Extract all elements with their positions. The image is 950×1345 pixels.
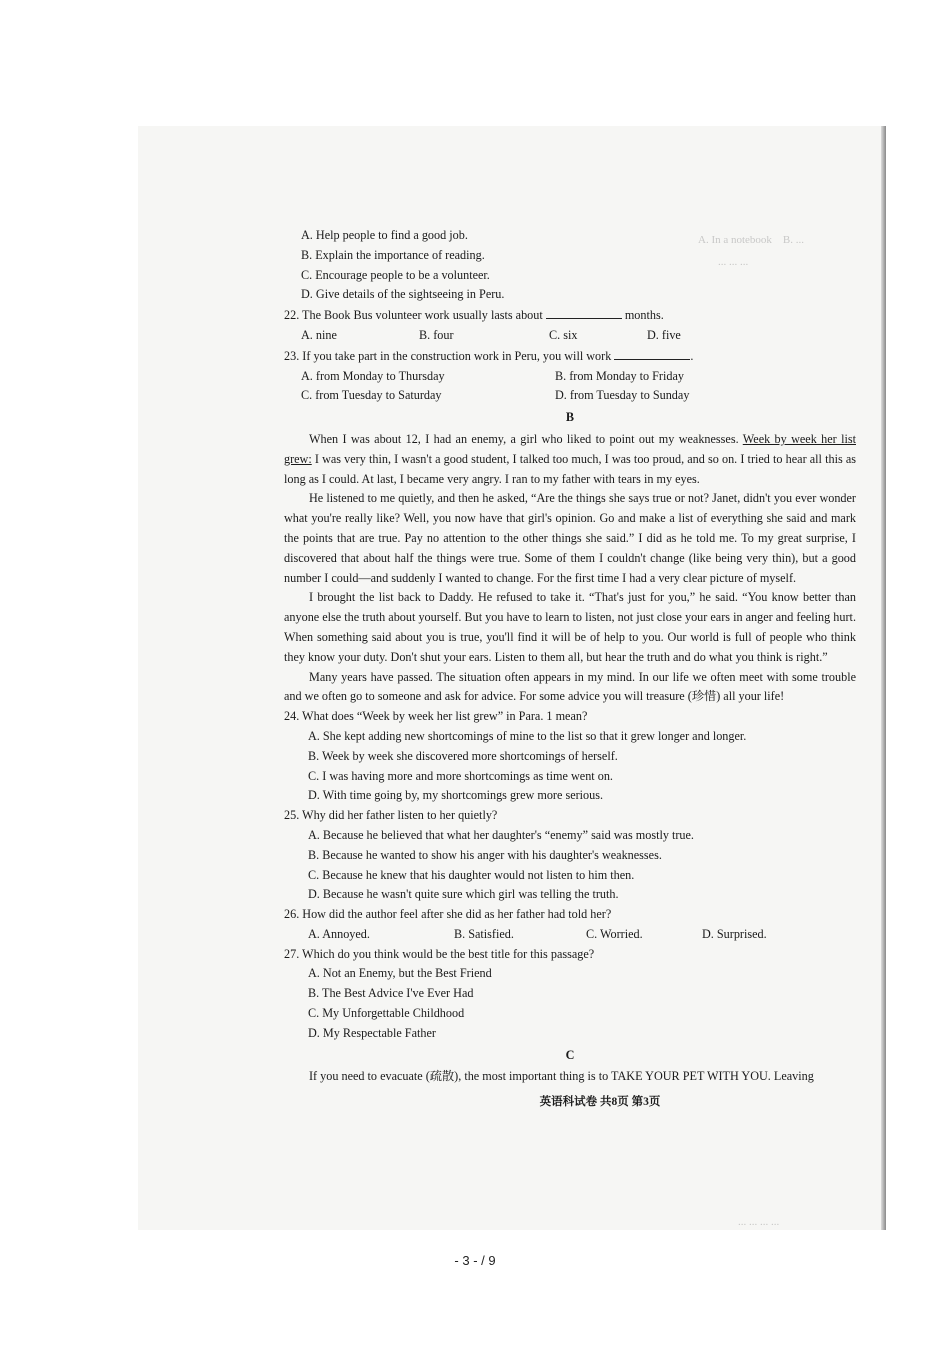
- q23-option-a: A. from Monday to Thursday: [301, 368, 445, 383]
- q24-stem: 24. What does “Week by week her list grew” in Para. 1 mean?: [284, 709, 588, 724]
- q21-option-a: A. Help people to find a good job.: [301, 228, 468, 242]
- passage-b-paragraph-1: [284, 430, 856, 489]
- q23-stem-end: .: [690, 348, 694, 363]
- q25-stem: 25. Why did her father listen to her quietly?: [284, 808, 498, 823]
- p1-underlined-phrase: Week by week her list grew:: [284, 431, 856, 466]
- q26-option-c: C. Worried.: [586, 926, 643, 941]
- q23-option-c: C. from Tuesday to Saturday: [301, 388, 442, 403]
- passage-b-paragraph-3: I brought the list back to Daddy. He refused to take it. “That's just for you,” he said. “You know better than anyone else the truth about yourself. But you have to learn to listen, not just close your ears in anger and feeling hurt. When something said about you is true, you'll find it will be of help to you. Our world is full of people who think they know your duty. Don't shut your ears. Listen to them all, but hear the truth and do what you think is right.”: [284, 590, 856, 664]
- q25-option-d: D. Because he wasn't quite sure which girl was telling the truth.: [308, 887, 619, 902]
- q23-option-b: B. from Monday to Friday: [555, 368, 684, 383]
- scanned-exam-page: [138, 126, 886, 1230]
- paper-footer: 英语科试卷 共8页 第3页: [539, 1096, 661, 1109]
- q25-option-c: C. Because he knew that his daughter would not listen to him then.: [308, 867, 635, 882]
- q27-option-c: C. My Unforgettable Childhood: [308, 1006, 465, 1021]
- q23-stem-text: 23. If you take part in the construction work in Peru, you will work: [284, 348, 612, 363]
- q21-option-b: B. Explain the importance of reading.: [301, 247, 485, 262]
- q23-options-row1: [284, 367, 856, 387]
- section-c-heading: C: [565, 1047, 575, 1062]
- q26-option-d: D. Surprised.: [702, 926, 767, 941]
- bleed-through-text: ... ... ...: [718, 256, 749, 268]
- q27-option-a: A. Not an Enemy, but the Best Friend: [308, 966, 492, 981]
- q26-stem: 26. How did the author feel after she did as her father had told her?: [284, 907, 612, 922]
- q22-stem: [284, 305, 856, 326]
- q24-option-b: B. Week by week she discovered more shortcomings of herself.: [308, 748, 618, 763]
- q22-stem-text: 22. The Book Bus volunteer work usually lasts about: [284, 308, 543, 323]
- page-edge: [881, 126, 886, 1230]
- q25-option-a: A. Because he believed that what her daughter's “enemy” said was mostly true.: [308, 827, 694, 842]
- exam-content: [284, 226, 856, 1113]
- q23-options-row2: [284, 386, 856, 406]
- q27-stem: 27. Which do you think would be the best title for this passage?: [284, 946, 595, 961]
- q25-option-b: B. Because he wanted to show his anger with his daughter's weaknesses.: [308, 847, 662, 862]
- section-b-heading: B: [565, 410, 575, 425]
- q27-option-b: B. The Best Advice I've Ever Had: [308, 986, 474, 1001]
- q26-options: [284, 925, 856, 945]
- passage-c-first-line: If you need to evacuate (疏散), the most important thing is to TAKE YOUR PET WITH YOU. Leaving: [309, 1069, 814, 1084]
- q24-option-d: D. With time going by, my shortcomings grew more serious.: [308, 788, 604, 803]
- q22-option-d: D. five: [647, 327, 681, 342]
- q22-answer-blank: [546, 305, 622, 319]
- q26-option-a: A. Annoyed.: [308, 926, 370, 941]
- q21-option-c: C. Encourage people to be a volunteer.: [301, 267, 490, 282]
- q22-option-a: A. nine: [301, 327, 337, 342]
- q22-option-b: B. four: [419, 327, 454, 342]
- page-number: - 3 - / 9: [454, 1253, 496, 1268]
- q24-option-c: C. I was having more and more shortcomings as time went on.: [308, 768, 613, 783]
- bleed-through-text: ... ... ... ...: [738, 1216, 780, 1228]
- q24-option-a: A. She kept adding new shortcomings of mine to the list so that it grew longer and longer.: [308, 728, 747, 743]
- q22-option-c: C. six: [549, 327, 578, 342]
- passage-b-paragraph-4: Many years have passed. The situation often appears in my mind. In our life we often meet with some trouble and we often go to someone and ask for advice. For some advice you will treasure (珍惜) all your life!: [284, 669, 856, 704]
- q22-stem-end: months.: [624, 308, 664, 323]
- q23-stem: [284, 346, 856, 367]
- p1-start: When I was about 12, I had an enemy, a girl who liked to point out my weaknesses.: [309, 431, 739, 446]
- bleed-through-text: A. In a notebook B. ...: [698, 234, 805, 246]
- q26-option-b: B. Satisfied.: [454, 926, 514, 941]
- passage-b-paragraph-2: He listened to me quietly, and then he asked, “Are the things she says true or not? Janet, didn't you ever wonder what you're really like? Well, you now have that girl's opinion. Go and make a list of everything she said and mark the points that are true. Pay no attention to the other things she said.” I did as he told me. To my great surprise, I discovered that about half the things were true. Some of them I couldn't change (like being very thin), but a good number I could—and suddenly I wanted to change. For the first time I had a very clear picture of myself.: [284, 491, 856, 585]
- q23-option-d: D. from Tuesday to Sunday: [555, 388, 690, 403]
- q21-option-d: D. Give details of the sightseeing in Peru.: [301, 287, 505, 302]
- q27-option-d: D. My Respectable Father: [308, 1025, 436, 1040]
- q22-options: [284, 326, 856, 346]
- p1-end: I was very thin, I wasn't a good student, I talked too much, I was too proud, and so on. I tried to hear all this as long as I could. At last, I became very angry. I ran to my father with tears in my eyes.: [284, 451, 856, 486]
- q23-answer-blank: [614, 346, 690, 360]
